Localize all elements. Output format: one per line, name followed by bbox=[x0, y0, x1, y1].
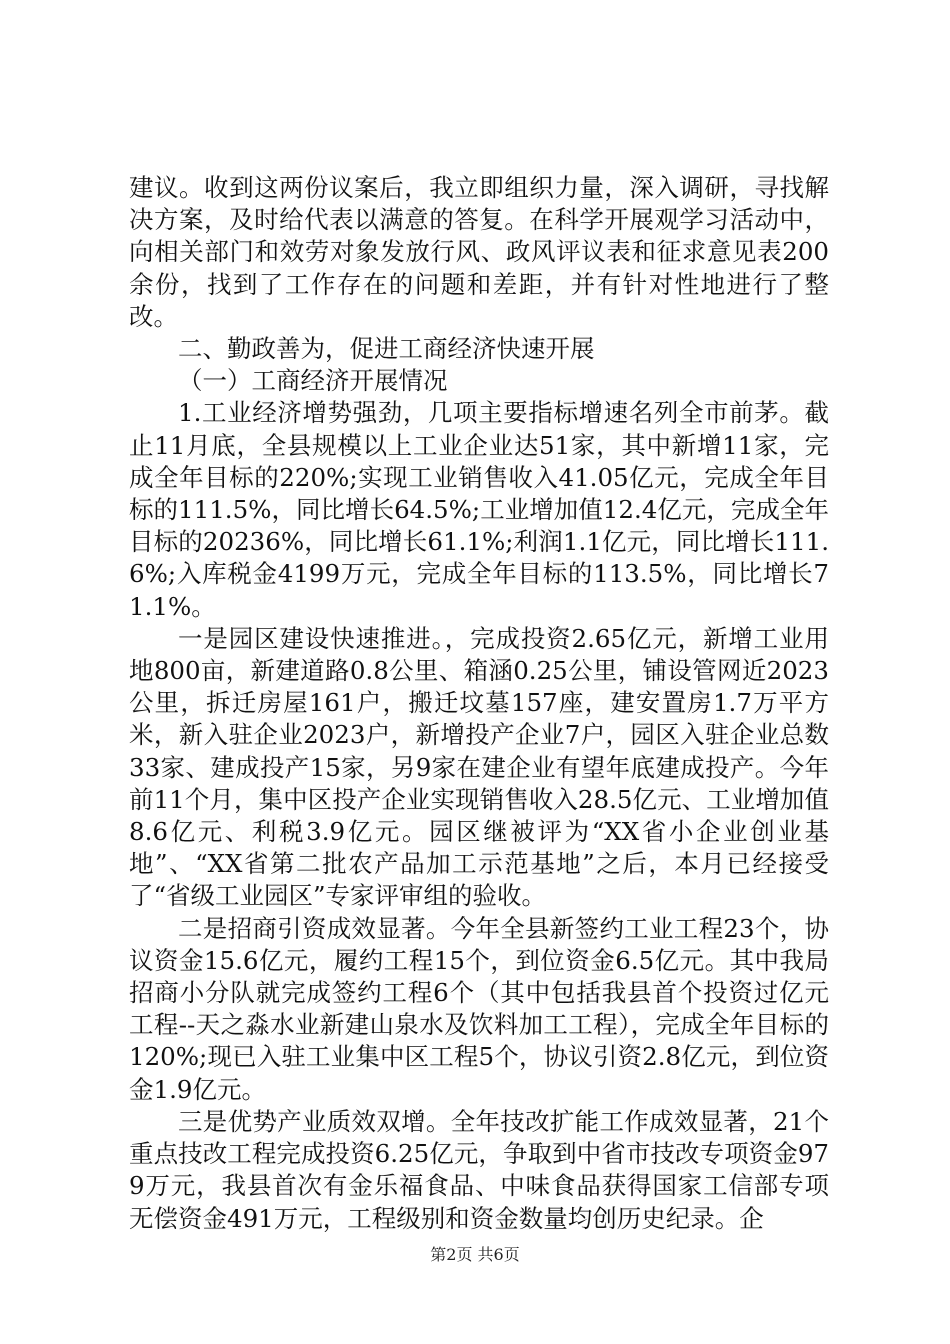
page-number-footer: 第2页 共6页 bbox=[430, 1245, 520, 1264]
paragraph-continuation: 建议。收到这两份议案后，我立即组织力量，深入调研，寻找解决方案，及时给代表以满意的答复。在科学开展观学习活动中，向相关部门和效劳对象发放行风、政风评议表和征求意见表200余份，找到了工作存在的问题和差距，并有针对性地进行了整改。 bbox=[129, 173, 829, 331]
paragraph-advantage-industries: 三是优势产业质效双增。全年技改扩能工作成效显著，21个重点技改工程完成投资6.25亿元，争取到中省市技改专项资金979万元，我县首次有金乐福食品、中味食品获得国家工信部专项无偿资金491万元，工程级别和资金数量均创历史纪录。企 bbox=[129, 1106, 829, 1233]
document-body bbox=[129, 172, 829, 1235]
section-heading: 二、勤政善为，促进工商经济快速开展 bbox=[178, 334, 595, 364]
paragraph-park-construction: 一是园区建设快速推进。，完成投资2.65亿元，新增工业用地800亩，新建道路0.8公里、箱涵0.25公里，铺设管网近2023公里，拆迁房屋161户，搬迁坟墓157座，建安置房1.7万平方米，新入驻企业2023户，新增投产企业7户，园区入驻企业总数33家、建成投产15家，另9家在建企业有望年底建成投产。今年前11个月，集中区投产企业实现销售收入28.5亿元、工业增加值8.6亿元、利税3.9亿元。园区继被评为“XX省小企业创业基地”、“XX省第二批农产品加工示范基地”之后，本月已经接受了“省级工业园区”专家评审组的验收。 bbox=[129, 623, 829, 911]
paragraph-industrial-economy: 1.工业经济增势强劲，几项主要指标增速名列全市前茅。截止11月底，全县规模以上工业企业达51家，其中新增11家，完成全年目标的220%;实现工业销售收入41.05亿元，完成全年目标的111.5%，同比增长64.5%;工业增加值12.4亿元，完成全年目标的20236%，同比增长61.1%;利润1.1亿元，同比增长111.6%;入库税金4199万元，完成全年目标的113.5%，同比增长71.1%。 bbox=[129, 398, 829, 621]
paragraph-investment-attraction: 二是招商引资成效显著。今年全县新签约工业工程23个，协议资金15.6亿元，履约工程15个，到位资金6.5亿元。其中我局招商小分队就完成签约工程6个（其中包括我县首个投资过亿元工程--天之淼水业新建山泉水及饮料加工工程），完成全年目标的120%;现已入驻工业集中区工程5个，协议引资2.8亿元，到位资金1.9亿元。 bbox=[129, 913, 829, 1104]
subsection-heading: （一）工商经济开展情况 bbox=[178, 366, 448, 396]
